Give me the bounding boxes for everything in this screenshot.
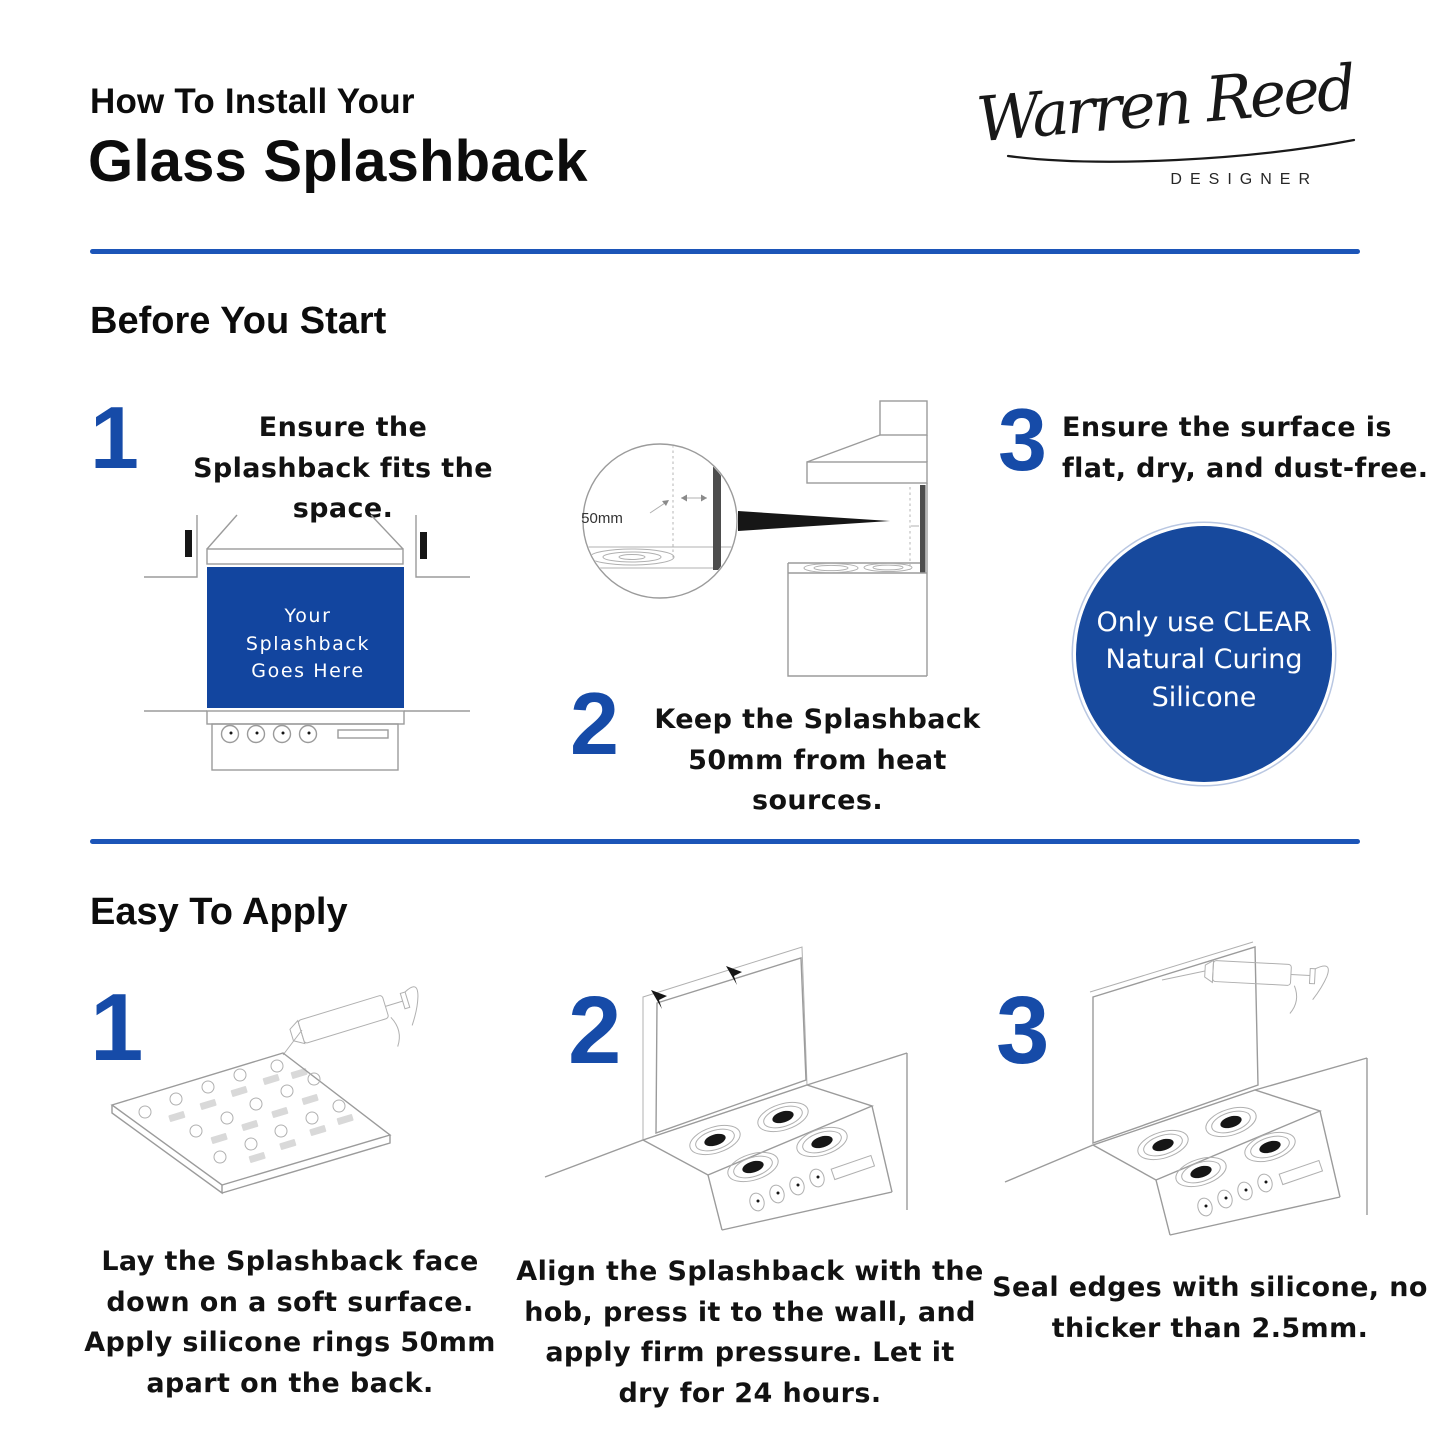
- section-divider-middle: [90, 839, 1360, 844]
- before-step3-number: 3: [998, 390, 1047, 489]
- page-title-line2: Glass Splashback: [88, 129, 588, 194]
- brand-logo: [950, 50, 1380, 189]
- splashback-board: [112, 1053, 390, 1193]
- align-splashback-diagram: [520, 930, 980, 1260]
- before-step2-text: Keep the Splashback 50mm from heat sources.: [654, 704, 981, 816]
- silicone-note-text: Only use CLEAR Natural Curing Silicone: [1096, 607, 1312, 713]
- heat-clearance-diagram: [540, 400, 990, 700]
- apply-step1-caption: Lay the Splashback face down on a soft surface. Apply silicone rings 50mm apart on the back.: [84, 1246, 496, 1399]
- before-you-start-heading: Before You Start: [90, 300, 387, 342]
- page-title-line1: How To Install Your: [90, 82, 415, 121]
- before-step2-number: 2: [570, 674, 619, 773]
- apply-step2-number: 2: [568, 977, 622, 1084]
- measurement-label: 50mm: [581, 510, 623, 527]
- apply-step1-number: 1: [90, 974, 144, 1081]
- apply-step3-number: 3: [996, 977, 1050, 1084]
- section-divider-top: [90, 249, 1360, 254]
- apply-step2-caption: Align the Splashback with the hob, press it to the wall, and apply firm pressure. Let it dry for 24 hours.: [516, 1256, 984, 1409]
- before-step3-text: Ensure the surface is flat, dry, and dust-free.: [1062, 412, 1429, 484]
- caulk-gun-icon: [283, 985, 431, 1075]
- splashback-panel-label: Your Splashback Goes Here: [245, 605, 371, 683]
- brand-logo-subtitle: DESIGNER: [1170, 171, 1318, 189]
- silicone-note-badge: [1076, 526, 1332, 782]
- seal-edges-diagram: [980, 935, 1440, 1250]
- brand-logo-script: Warren Reed: [973, 50, 1357, 157]
- apply-silicone-rings-diagram: [70, 974, 500, 1250]
- easy-to-apply-heading: Easy To Apply: [90, 891, 348, 933]
- apply-step3-caption: Seal edges with silicone, no thicker than 2.5mm.: [992, 1272, 1428, 1344]
- before-step1-number: 1: [90, 388, 139, 487]
- before-step1-text: Ensure the Splashback fits the space.: [193, 412, 493, 524]
